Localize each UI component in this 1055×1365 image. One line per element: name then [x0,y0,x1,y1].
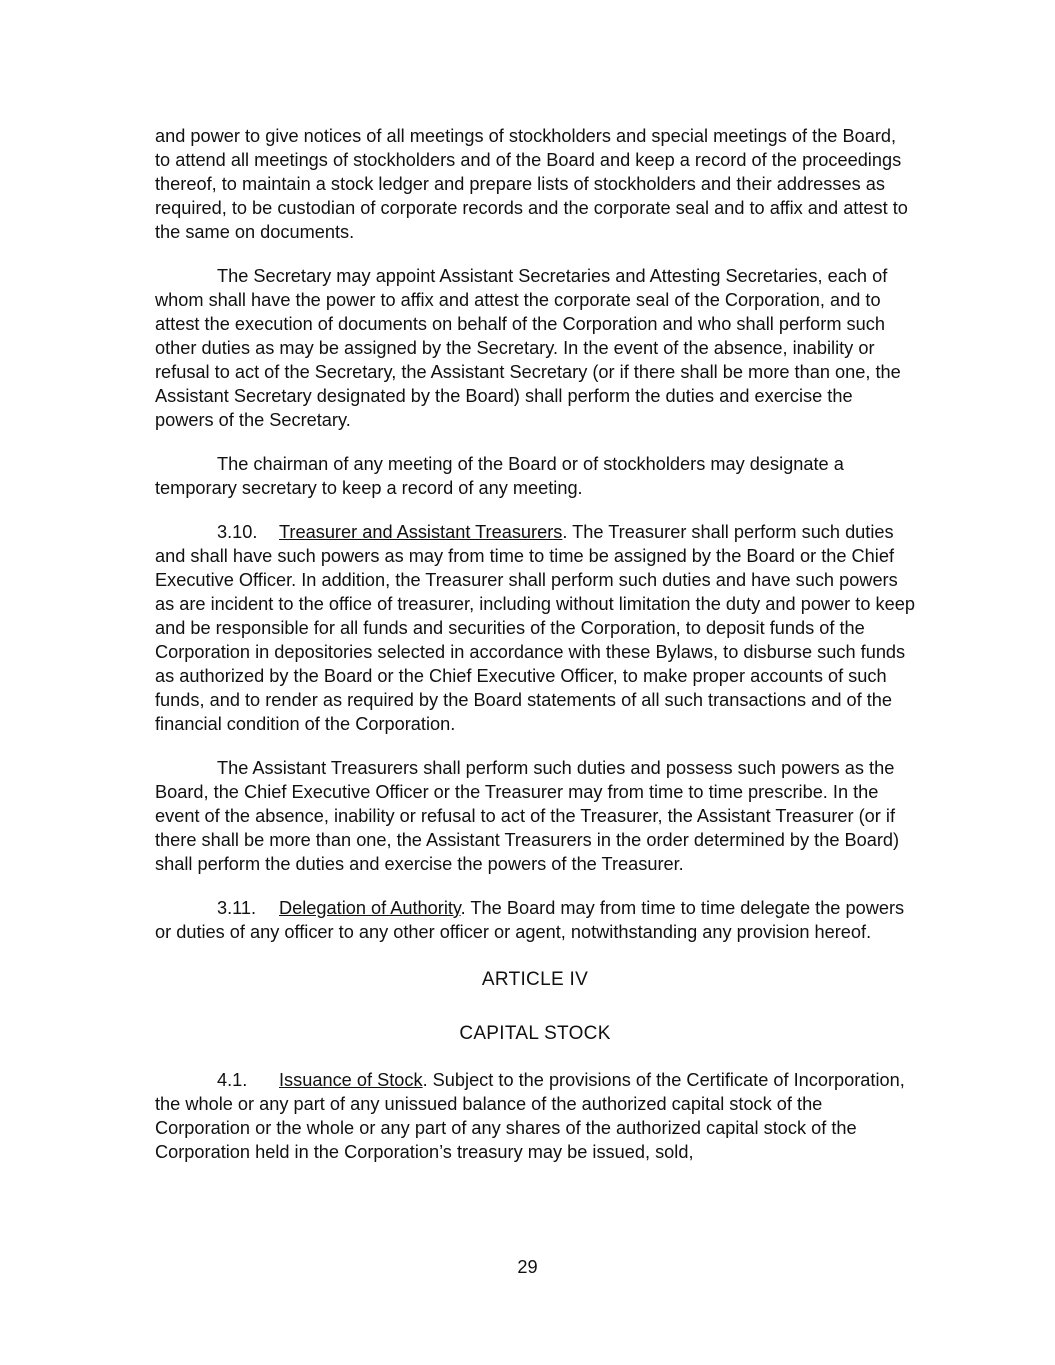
section-3-10-title: Treasurer and Assistant Treasurers [279,522,563,542]
paragraph-assistant-secretaries: The Secretary may appoint Assistant Secretaries and Attesting Secretaries, each of whom shall have the power to affix and attest the corporate seal of the Corporation, and to attest the execution of documents on behalf of the Corporation and who shall perform such other duties as may be assigned by the Secretary. In the event of the absence, inability or refusal to act of the Secretary, the Assistant Secretary (or if there shall be more than one, the Assistant Secretary designated by the Board) shall perform the duties and exercise the powers of the Secretary. [155,266,901,430]
page-number: 29 [517,1257,538,1277]
section-4-1-number: 4.1. [217,1070,248,1090]
paragraph-secretary-powers: and power to give notices of all meetings of stockholders and special meetings of the Board, to attend all meetings of stockholders and of the Board and keep a record of the proceedings thereof, to maintain a stock ledger and prepare lists of stockholders and their addresses as required, to be custodian of corporate records and the corporate seal and to affix and attest to the same on documents. [155,126,908,242]
section-3-10-number: 3.10. [217,522,258,542]
section-4-1-title: Issuance of Stock [279,1070,423,1090]
paragraph-temporary-secretary: The chairman of any meeting of the Board or of stockholders may designate a temporary secretary to keep a record of any meeting. [155,454,844,498]
section-3-11-number: 3.11. [217,898,257,918]
section-3-10-text: . The Treasurer shall perform such duties and shall have such powers as may from time to time be assigned by the Board or the Chief Executive Officer. In addition, the Treasurer shall perform such duties and have such powers as are incident to the office of treasurer, including without limitation the duty and power to keep and be responsible for all funds and securities of the Corporation, to deposit funds of the Corporation in depositories selected in accordance with these Bylaws, to disburse such funds as authorized by the Board or the Chief Executive Officer, to make proper accounts of such funds, and to render as required by the Board statements of all such transactions and of the financial condition of the Corporation. [155,522,915,734]
article-title: CAPITAL STOCK [459,1023,611,1044]
section-4-1-text: . Subject to the provisions of the Certificate of Incorporation, the whole or any part of any unissued balance of the authorized capital stock of the Corporation or the whole or any part of any shares of the authorized capital stock of the Corporation held in the Corporation’s treasury may be issued, sold, [155,1070,905,1162]
paragraph-assistant-treasurers: The Assistant Treasurers shall perform such duties and possess such powers as the Board, the Chief Executive Officer or the Treasurer may from time to time prescribe. In the event of the absence, inability or refusal to act of the Treasurer, the Assistant Treasurer (or if there shall be more than one, the Assistant Treasurers in the order determined by the Board) shall perform the duties and exercise the powers of the Treasurer. [155,758,900,874]
section-4-1 [155,1068,915,1164]
document-body [155,124,915,1184]
section-3-10 [155,520,915,736]
section-3-11-text: . The Board may from time to time delegate the powers or duties of any officer to any other officer or agent, notwithstanding any provision hereof. [155,898,905,942]
section-3-11-title: Delegation of Authority [279,898,461,918]
article-heading: ARTICLE IV [481,969,589,990]
section-3-11 [155,896,915,944]
